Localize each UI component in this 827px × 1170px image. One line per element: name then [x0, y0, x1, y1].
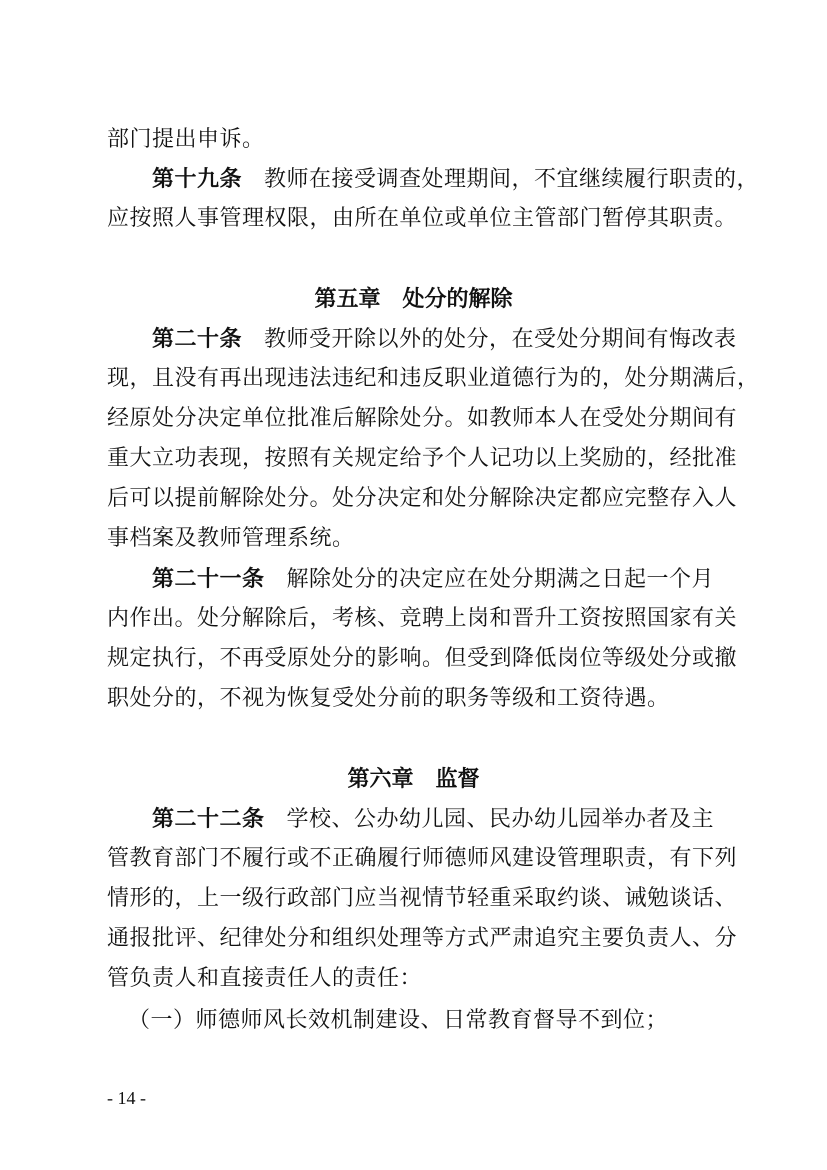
article-number: 第二十条: [152, 326, 243, 352]
line-text: 事档案及教师管理系统。: [107, 526, 355, 551]
line-text: 现，且没有再出现违法违纪和违反职业道德行为的，处分期满后，: [107, 366, 760, 391]
paragraph-line: [107, 404, 737, 434]
line-text: 情形的，上一级行政部门应当视情节轻重采取约谈、诫勉谈话、: [107, 886, 738, 911]
line-text: 管教育部门不履行或不正确履行师德师风建设管理职责，有下列: [107, 846, 738, 871]
paragraph-line: [107, 844, 737, 874]
article-22-line: [152, 804, 714, 835]
line-text: 职处分的，不视为恢复受处分前的职务等级和工资待遇。: [107, 686, 670, 711]
paragraph-line: [107, 684, 670, 714]
line-text: 通报批评、纪律处分和组织处理等方式严肃追究主要负责人、分: [107, 926, 738, 951]
line-text: 教师在接受调查处理期间，不宜继续履行职责的，: [264, 167, 760, 192]
paragraph-line: [107, 964, 422, 994]
chapter-heading: 第五章 处分的解除: [314, 286, 513, 312]
article-number: 第二十一条: [152, 566, 265, 592]
line-text: 学校、公办幼儿园、民办幼儿园举办者及主: [286, 807, 715, 832]
line-text: 应按照人事管理权限，由所在单位或单位主管部门暂停其职责。: [107, 206, 738, 231]
paragraph-line: [107, 125, 265, 155]
list-item: [128, 1006, 668, 1036]
paragraph-line: [107, 884, 737, 914]
article-number: 第十九条: [152, 166, 243, 192]
chapter-heading: 第六章 监督: [347, 766, 480, 792]
article-20-line: [152, 324, 737, 355]
paragraph-line: [107, 204, 737, 234]
line-text: 内作出。处分解除后，考核、竞聘上岗和晋升工资按照国家有关: [107, 606, 738, 631]
line-text: 重大立功表现，按照有关规定给予个人记功以上奖励的，经批准: [107, 446, 738, 471]
page-number: - 14 -: [107, 1088, 146, 1108]
paragraph-line: [107, 484, 737, 514]
paragraph-line: [107, 364, 760, 394]
line-text: （一）师德师风长效机制建设、日常教育督导不到位；: [128, 1008, 669, 1033]
line-text: 管负责人和直接责任人的责任：: [107, 966, 423, 991]
article-number: 第二十二条: [152, 806, 265, 832]
paragraph-line: [107, 524, 355, 554]
line-text: 规定执行，不再受原处分的影响。但受到降低岗位等级处分或撤: [107, 646, 738, 671]
line-text: 后可以提前解除处分。处分决定和处分解除决定都应完整存入人: [107, 486, 738, 511]
paragraph-line: [107, 644, 737, 674]
article-21-line: [152, 564, 714, 595]
line-text: 教师受开除以外的处分，在受处分期间有悔改表: [264, 327, 737, 352]
line-text: 经原处分决定单位批准后解除处分。如教师本人在受处分期间有: [107, 406, 738, 431]
line-text: 解除处分的决定应在处分期满之日起一个月: [286, 567, 715, 592]
article-19-line: [152, 164, 759, 195]
paragraph-line: [107, 924, 737, 954]
paragraph-line: [107, 444, 737, 474]
line-text: 部门提出申诉。: [107, 127, 265, 152]
paragraph-line: [107, 604, 737, 634]
